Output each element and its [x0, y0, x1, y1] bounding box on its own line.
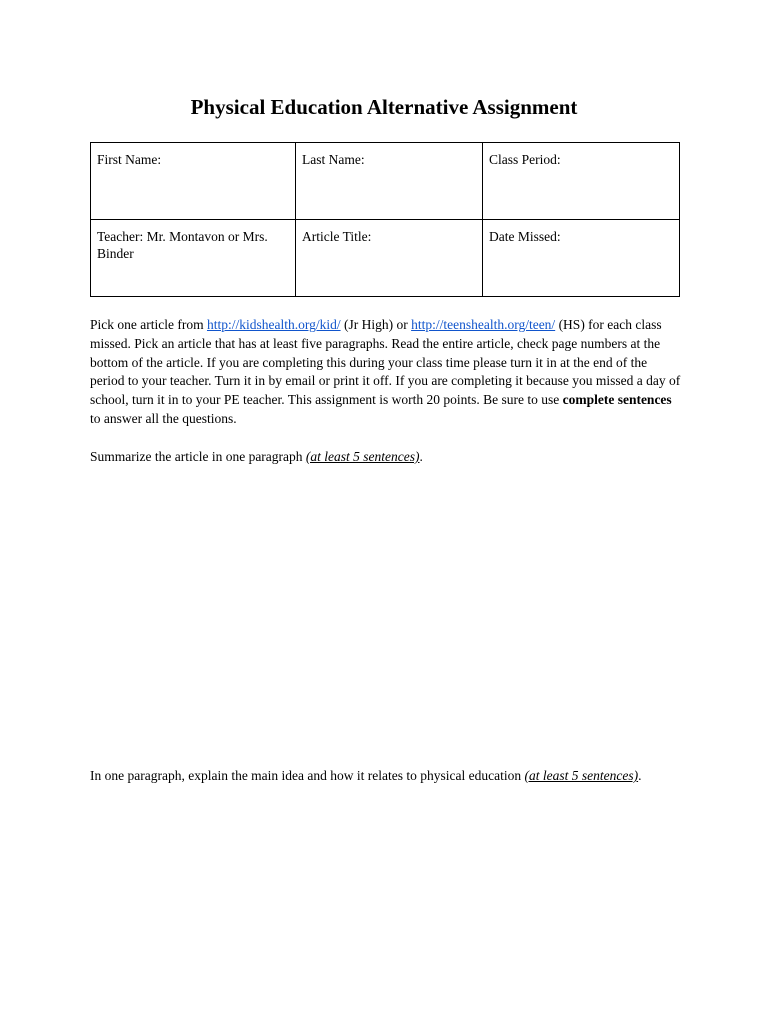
table-row	[91, 220, 680, 297]
student-info-table	[90, 142, 680, 297]
table-row	[91, 143, 680, 220]
kidshealth-link[interactable]: http://kidshealth.org/kid/	[206, 317, 341, 332]
date-missed-cell[interactable]: Date Missed:	[483, 220, 680, 297]
instructions-end: to answer all the questions.	[90, 410, 237, 426]
instructions-bold: complete sentences	[562, 392, 672, 408]
summary-prompt-text: Summarize the article in one paragraph	[90, 449, 306, 464]
article-title-cell[interactable]: Article Title:	[296, 220, 483, 297]
teacher-cell[interactable]: Teacher: Mr. Montavon or Mrs. Binder	[91, 220, 296, 297]
summary-prompt-end: .	[419, 449, 423, 464]
main-idea-prompt-emphasis: (at least 5 sentences)	[524, 768, 639, 783]
summary-prompt-emphasis: (at least 5 sentences)	[305, 449, 420, 464]
main-idea-prompt	[90, 767, 682, 786]
instructions-paragraph	[90, 316, 682, 429]
teenshealth-link[interactable]: http://teenshealth.org/teen/	[411, 317, 556, 332]
last-name-cell[interactable]: Last Name:	[296, 143, 483, 220]
main-idea-prompt-text: In one paragraph, explain the main idea and how it relates to physical education	[90, 768, 525, 783]
instructions-intro: Pick one article from	[90, 317, 207, 332]
instructions-mid: (Jr High) or	[340, 317, 412, 332]
class-period-cell[interactable]: Class Period:	[483, 143, 680, 220]
main-idea-prompt-end: .	[638, 768, 642, 783]
page-title: Physical Education Alternative Assignment	[190, 95, 578, 119]
first-name-cell[interactable]: First Name:	[91, 143, 296, 220]
summary-prompt	[90, 448, 682, 467]
instructions-body: (HS) for each class missed. Pick an article that has at least five paragraphs. Read the entire article, check page numbers at the bottom of the article. If you are completing this during your class time please turn it in at the end of the period to your teacher. Turn it in by email or print it off. If you are completing it because you missed a day of school, turn it in to your PE teacher. This assignment is worth 20 points. Be sure to use	[90, 317, 681, 408]
